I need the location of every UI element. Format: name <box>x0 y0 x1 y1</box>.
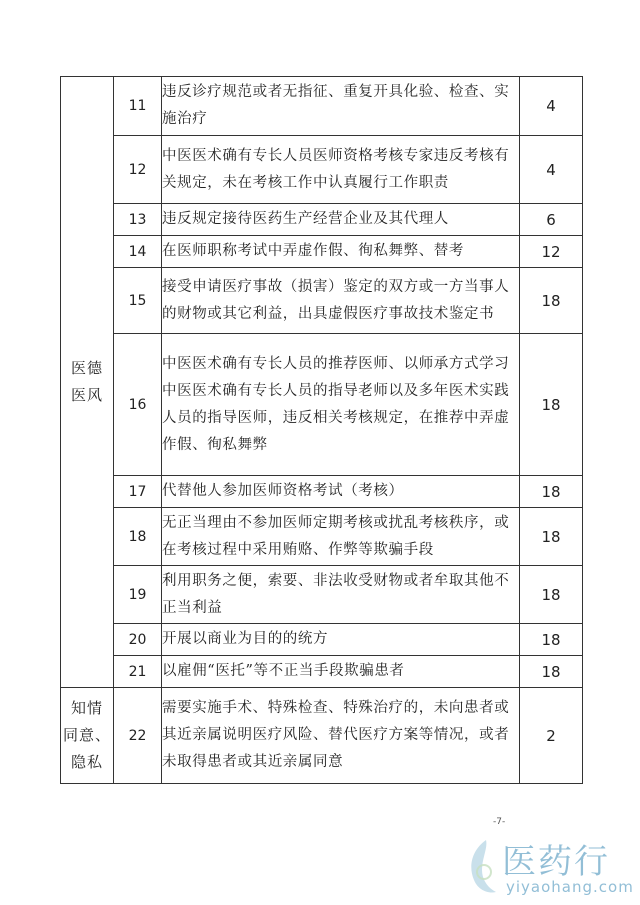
item-score: 2 <box>520 688 583 784</box>
table-row <box>61 77 583 136</box>
table-row <box>61 566 583 624</box>
item-number: 20 <box>114 624 162 656</box>
item-number: 14 <box>114 236 162 268</box>
rules-table <box>60 76 583 784</box>
rules-table-body <box>61 77 583 784</box>
category-cell <box>61 688 114 784</box>
item-description: 中医医术确有专长人员医师资格考核专家违反考核有关规定，未在考核工作中认真履行工作职责 <box>162 136 520 204</box>
item-number: 19 <box>114 566 162 624</box>
item-score: 6 <box>520 204 583 236</box>
table-row <box>61 268 583 334</box>
table-row <box>61 476 583 508</box>
item-number: 12 <box>114 136 162 204</box>
item-description: 违反诊疗规范或者无指征、重复开具化验、检查、实施治疗 <box>162 77 520 136</box>
table-row <box>61 236 583 268</box>
item-description: 接受申请医疗事故（损害）鉴定的双方或一方当事人的财物或其它利益，出具虚假医疗事故技术鉴定书 <box>162 268 520 334</box>
item-score: 12 <box>520 236 583 268</box>
table-row <box>61 508 583 566</box>
item-number: 15 <box>114 268 162 334</box>
table-row <box>61 204 583 236</box>
watermark-url: yiyaohang.com <box>506 878 634 896</box>
item-description: 违反规定接待医药生产经营企业及其代理人 <box>162 204 520 236</box>
watermark-logo <box>462 830 632 900</box>
item-score: 18 <box>520 268 583 334</box>
table-row <box>61 334 583 476</box>
table-row <box>61 688 583 784</box>
item-description: 无正当理由不参加医师定期考核或扰乱考核秩序，或在考核过程中采用贿赂、作弊等欺骗手段 <box>162 508 520 566</box>
table-row <box>61 136 583 204</box>
item-number: 13 <box>114 204 162 236</box>
item-score: 18 <box>520 624 583 656</box>
item-number: 22 <box>114 688 162 784</box>
category-label: 医风 <box>70 386 103 404</box>
category-label: 隐私 <box>70 753 103 771</box>
watermark-text: 医药行 <box>502 842 610 882</box>
item-description: 以雇佣“医托”等不正当手段欺骗患者 <box>162 656 520 688</box>
item-score: 18 <box>520 656 583 688</box>
item-score: 4 <box>520 77 583 136</box>
item-description: 在医师职称考试中弄虚作假、徇私舞弊、替考 <box>162 236 520 268</box>
table-row <box>61 624 583 656</box>
category-label: 医德 <box>70 359 103 377</box>
item-description: 需要实施手术、特殊检查、特殊治疗的，未向患者或其近亲属说明医疗风险、替代医疗方案等情况，或者未取得患者或其近亲属同意 <box>162 688 520 784</box>
item-score: 18 <box>520 476 583 508</box>
watermark-leaf-icon <box>464 836 504 896</box>
item-score: 18 <box>520 334 583 476</box>
item-score: 18 <box>520 566 583 624</box>
item-number: 17 <box>114 476 162 508</box>
item-description: 代替他人参加医师资格考试（考核） <box>162 476 520 508</box>
item-description: 开展以商业为目的的统方 <box>162 624 520 656</box>
item-number: 18 <box>114 508 162 566</box>
item-score: 18 <box>520 508 583 566</box>
item-description: 利用职务之便，索要、非法收受财物或者牟取其他不正当利益 <box>162 566 520 624</box>
item-score: 4 <box>520 136 583 204</box>
item-description: 中医医术确有专长人员的推荐医师、以师承方式学习中医医术确有专长人员的指导老师以及多年医术实践人员的指导医师，违反相关考核规定，在推荐中弄虚作假、徇私舞弊 <box>162 334 520 476</box>
category-label: 知情 <box>70 699 103 717</box>
item-number: 21 <box>114 656 162 688</box>
table-row <box>61 656 583 688</box>
category-label: 同意、 <box>62 726 111 744</box>
page-number: -7- <box>493 817 506 827</box>
item-number: 11 <box>114 77 162 136</box>
category-cell <box>61 77 114 688</box>
item-number: 16 <box>114 334 162 476</box>
